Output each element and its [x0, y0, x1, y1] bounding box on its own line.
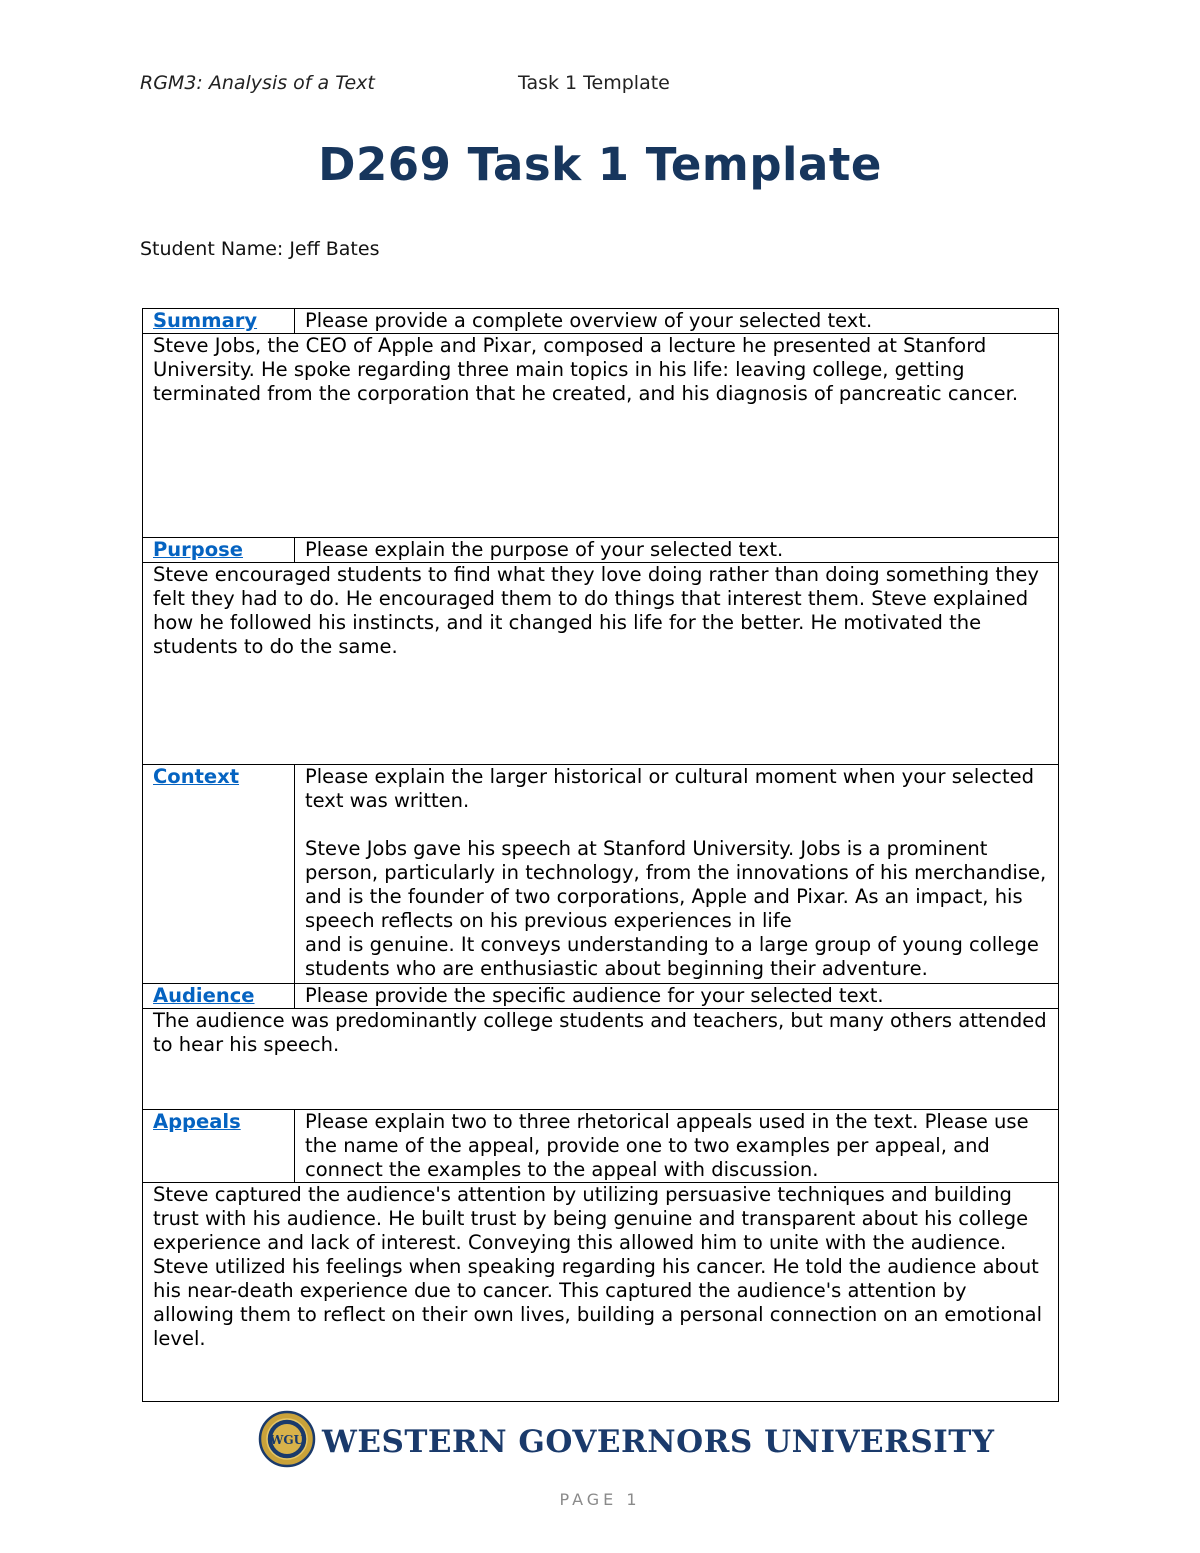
summary-response: Steve Jobs, the CEO of Apple and Pixar, composed a lecture he presented at Stanford University. He spoke regarding three main topics in his life: leaving college, getting terminated from the corporation that he created, and his diagnosis of pancreatic cancer. [143, 334, 1059, 538]
appeals-link[interactable]: Appeals [153, 1110, 241, 1133]
summary-response-row [143, 334, 1059, 538]
audience-header-row [143, 984, 1059, 1009]
purpose-response-row [143, 563, 1059, 765]
student-name: Student Name: Jeff Bates [140, 238, 380, 260]
appeals-label-cell [143, 1110, 295, 1183]
appeals-prompt: Please explain two to three rhetorical appeals used in the text. Please use the name of the appeal, provide one to two examples per appeal, and connect the examples to the appeal with discussion. [295, 1110, 1059, 1183]
context-row [143, 765, 1059, 984]
appeals-response: Steve captured the audience's attention by utilizing persuasive techniques and building trust with his audience. He built trust by being genuine and transparent about his college experience and lack of interest. Conveying this allowed him to unite with the audience. Steve utilized his feelings when speaking regarding his cancer. He told the audience about his near-death experience due to cancer. This captured the audience's attention by allowing them to reflect on their own lives, building a personal connection on an emotional level. [143, 1183, 1059, 1402]
context-label-cell [143, 765, 295, 984]
page-title: D269 Task 1 Template [318, 138, 882, 191]
analysis-table [142, 308, 1059, 1402]
header-doc-label: Task 1 Template [518, 72, 670, 94]
audience-response: The audience was predominantly college students and teachers, but many others attended to hear his speech. [143, 1009, 1059, 1110]
wgu-wordmark: WESTERN GOVERNORS UNIVERSITY [322, 1424, 995, 1460]
university-seal-icon [258, 1410, 316, 1468]
purpose-label-cell [143, 538, 295, 563]
summary-link[interactable]: Summary [153, 309, 258, 332]
context-response-part2: and is genuine. It conveys understanding to a large group of young college students who are enthusiastic about beginning their adventure. [305, 933, 1039, 980]
purpose-prompt: Please explain the purpose of your selected text. [295, 538, 1059, 563]
appeals-response-row [143, 1183, 1059, 1402]
purpose-response: Steve encouraged students to find what they love doing rather than doing something they felt they had to do. He encouraged them to do things that interest them. Steve explained how he followed his instincts, and it changed his life for the better. He motivated the students to do the same. [143, 563, 1059, 765]
header-course: RGM3: Analysis of a Text [140, 72, 375, 94]
context-link[interactable]: Context [153, 765, 240, 788]
summary-header-row [143, 309, 1059, 334]
context-prompt: Please explain the larger historical or cultural moment when your selected text was written. [305, 765, 1035, 812]
summary-label-cell [143, 309, 295, 334]
page-number: PAGE 1 [559, 1490, 641, 1509]
audience-link[interactable]: Audience [153, 984, 255, 1007]
wgu-logo [258, 1410, 995, 1470]
audience-response-row [143, 1009, 1059, 1110]
audience-prompt: Please provide the specific audience for your selected text. [295, 984, 1059, 1009]
appeals-header-row [143, 1110, 1059, 1183]
seal-monogram: WGU [269, 1433, 305, 1447]
summary-prompt: Please provide a complete overview of your selected text. [295, 309, 1059, 334]
context-content-cell [295, 765, 1059, 984]
purpose-header-row [143, 538, 1059, 563]
context-spacer [305, 813, 1048, 837]
purpose-link[interactable]: Purpose [153, 538, 243, 561]
context-response-part1: Steve Jobs gave his speech at Stanford University. Jobs is a prominent person, particularly in technology, from the innovations of his merchandise, and is the founder of two corporations, Apple and Pixar. As an impact, his speech reflects on his previous experiences in life [305, 837, 1047, 932]
audience-label-cell [143, 984, 295, 1009]
